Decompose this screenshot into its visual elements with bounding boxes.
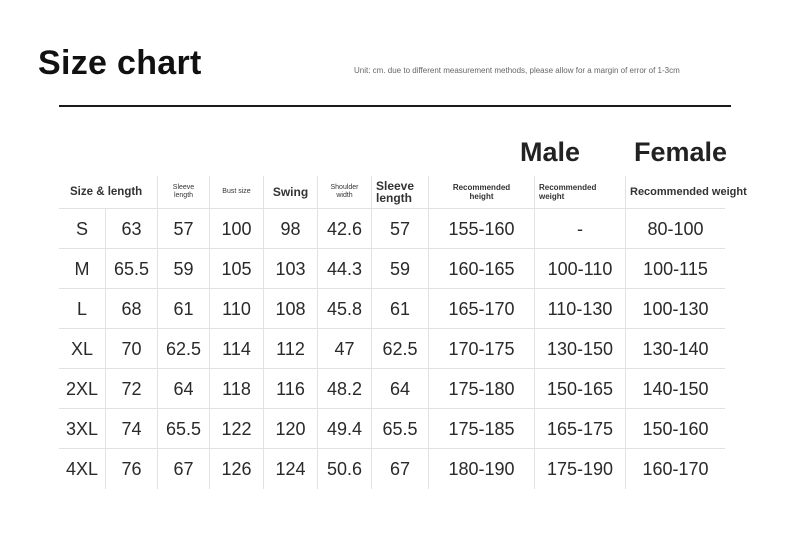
cell-male-weight: -: [534, 209, 625, 249]
cell-swing: 124: [263, 449, 317, 489]
cell-sleeve-length-2: 61: [371, 289, 428, 329]
cell-female-weight: 130-140: [625, 329, 725, 369]
cell-shoulder-width: 50.6: [317, 449, 371, 489]
cell-bust-size: 105: [209, 249, 263, 289]
female-heading: Female: [634, 137, 728, 167]
header-divider: [59, 105, 731, 107]
cell-male-weight: 165-175: [534, 409, 625, 449]
cell-recommended-height: 175-185: [428, 409, 534, 449]
cell-shoulder-width: 42.6: [317, 209, 371, 249]
cell-swing: 103: [263, 249, 317, 289]
cell-bust-size: 122: [209, 409, 263, 449]
cell-female-weight: 100-130: [625, 289, 725, 329]
table-row: [59, 288, 725, 329]
male-heading: Male: [520, 137, 581, 167]
cell-swing: 112: [263, 329, 317, 369]
table-row: [59, 368, 725, 409]
table-row: [59, 208, 725, 249]
cell-shoulder-width: 49.4: [317, 409, 371, 449]
cell-recommended-height: 175-180: [428, 369, 534, 409]
cell-sleeve-length-2: 62.5: [371, 329, 428, 369]
cell-bust-size: 118: [209, 369, 263, 409]
cell-female-weight: 100-115: [625, 249, 725, 289]
cell-male-weight: 110-130: [534, 289, 625, 329]
column-header-sleeve-length-2: Sleeve length: [371, 176, 428, 208]
cell-shoulder-width: 44.3: [317, 249, 371, 289]
cell-size: XL: [70, 338, 94, 359]
cell-bust-size: 100: [209, 209, 263, 249]
column-header-male-weight: Recommended weight: [534, 176, 625, 208]
unit-note: Unit: cm. due to different measurement methods, please allow for a margin of error of 1-3cm: [354, 66, 680, 75]
cell-size: L: [76, 298, 87, 319]
cell-recommended-height: 155-160: [428, 209, 534, 249]
column-header-sleeve-length: Sleeve length: [157, 176, 209, 208]
cell-length: 76: [105, 449, 157, 489]
column-header-bust-size: Bust size: [209, 176, 263, 208]
cell-swing: 116: [263, 369, 317, 409]
cell-bust-size: 126: [209, 449, 263, 489]
cell-length: 70: [105, 329, 157, 369]
cell-recommended-height: 170-175: [428, 329, 534, 369]
cell-swing: 120: [263, 409, 317, 449]
cell-size: 3XL: [65, 418, 99, 439]
cell-bust-size: 114: [209, 329, 263, 369]
cell-shoulder-width: 48.2: [317, 369, 371, 409]
table-row: [59, 408, 725, 449]
cell-sleeve-length: 62.5: [157, 329, 209, 369]
cell-size: 2XL: [65, 378, 99, 399]
column-header-recommended-height: Recommended height: [428, 176, 534, 208]
cell-sleeve-length-2: 59: [371, 249, 428, 289]
cell-recommended-height: 160-165: [428, 249, 534, 289]
cell-shoulder-width: 45.8: [317, 289, 371, 329]
cell-sleeve-length: 59: [157, 249, 209, 289]
cell-length: 72: [105, 369, 157, 409]
cell-female-weight: 150-160: [625, 409, 725, 449]
column-header-shoulder-width: Shoulder width: [317, 176, 371, 208]
cell-male-weight: 175-190: [534, 449, 625, 489]
table-row: [59, 248, 725, 289]
table-row: [59, 328, 725, 369]
cell-length: 65.5: [105, 249, 157, 289]
table-row: [59, 448, 725, 489]
cell-sleeve-length: 64: [157, 369, 209, 409]
cell-sleeve-length-2: 67: [371, 449, 428, 489]
cell-sleeve-length-2: 65.5: [371, 409, 428, 449]
cell-swing: 98: [263, 209, 317, 249]
column-header-size: Size & length: [70, 186, 143, 198]
cell-length: 74: [105, 409, 157, 449]
cell-male-weight: 150-165: [534, 369, 625, 409]
table-header-row: [59, 176, 747, 208]
cell-sleeve-length-2: 64: [371, 369, 428, 409]
column-header-female-weight: Recommended weight: [625, 176, 725, 208]
cell-swing: 108: [263, 289, 317, 329]
cell-female-weight: 160-170: [625, 449, 725, 489]
cell-male-weight: 130-150: [534, 329, 625, 369]
cell-sleeve-length-2: 57: [371, 209, 428, 249]
cell-sleeve-length: 67: [157, 449, 209, 489]
cell-female-weight: 80-100: [625, 209, 725, 249]
cell-female-weight: 140-150: [625, 369, 725, 409]
column-header-swing: Swing: [263, 176, 317, 208]
cell-length: 63: [105, 209, 157, 249]
cell-sleeve-length: 61: [157, 289, 209, 329]
cell-size: 4XL: [65, 458, 99, 479]
cell-sleeve-length: 65.5: [157, 409, 209, 449]
cell-size: S: [75, 218, 88, 239]
cell-male-weight: 100-110: [534, 249, 625, 289]
cell-sleeve-length: 57: [157, 209, 209, 249]
page-title: Size chart: [38, 44, 202, 82]
cell-length: 68: [105, 289, 157, 329]
cell-bust-size: 110: [209, 289, 263, 329]
cell-size: M: [74, 258, 90, 279]
cell-shoulder-width: 47: [317, 329, 371, 369]
cell-recommended-height: 180-190: [428, 449, 534, 489]
cell-recommended-height: 165-170: [428, 289, 534, 329]
